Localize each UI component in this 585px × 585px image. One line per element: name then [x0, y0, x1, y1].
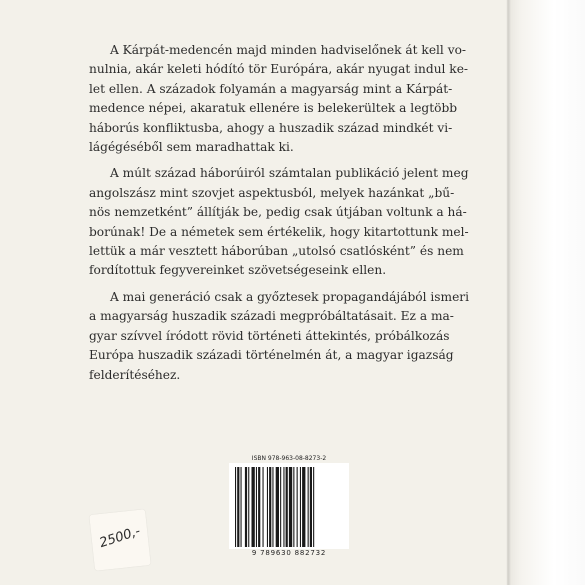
barcode-icon — [229, 463, 349, 549]
text-line: nulnia, akár keleti hódító tör Európára, akár nyugat indul ke- — [89, 62, 469, 77]
text-line: A Kárpát-medencén majd minden hadviselőnek át kell vo- — [110, 43, 467, 57]
text-line: lágégéséből sem maradhattak ki. — [89, 140, 294, 155]
barcode-digits: 9 789630 882732 — [251, 549, 327, 557]
text-line: lettük a már vesztett háborúban „utolsó csatlósként” és nem — [89, 244, 464, 259]
text-line: Európa huszadik századi történelmén át, a magyar igazság — [89, 348, 454, 363]
text-line: let ellen. A századok folyamán a magyarság mint a Kárpát- — [89, 81, 453, 96]
text-line: A múlt század háborúiról számtalan publikáció jelent meg — [110, 166, 469, 181]
price-tag: 2500,- — [97, 523, 143, 552]
paragraph-1 — [89, 41, 489, 157]
text-line: borúnak! De a németek sem értékelik, hogy kitartottunk mel- — [89, 224, 469, 239]
cover-edge — [507, 0, 585, 585]
text-line: a magyarság huszadik századi megpróbáltatásait. Ez a ma- — [89, 309, 454, 324]
text-line: A mai generáció csak a győztesek propagandájából ismeri — [110, 289, 470, 304]
cover-fold-shadow — [506, 0, 511, 585]
blurb-text — [89, 41, 489, 392]
text-line: háborús konfliktusba, ahogy a huszadik század mindkét vi- — [89, 120, 453, 135]
text-line: angolszász mint szovjet aspektusból, melyek hazánkat „bű- — [89, 185, 455, 200]
isbn-label: ISBN 978-963-08-8273-2 — [251, 455, 327, 462]
paragraph-3 — [89, 288, 489, 385]
text-line: gyar szívvel íródott rövid történeti áttekintés, próbálkozás — [89, 328, 450, 343]
paragraph-2 — [89, 164, 489, 280]
text-line: felderítéséhez. — [89, 367, 181, 382]
text-line: nös nemzetként” állítják be, pedig csak útjában voltunk a há- — [89, 205, 467, 220]
text-line: fordítottuk fegyvereinket szövetségeseink ellen. — [89, 263, 387, 278]
text-line: medence népei, akaratuk ellenére is belekerültek a legtöbb — [89, 101, 458, 116]
